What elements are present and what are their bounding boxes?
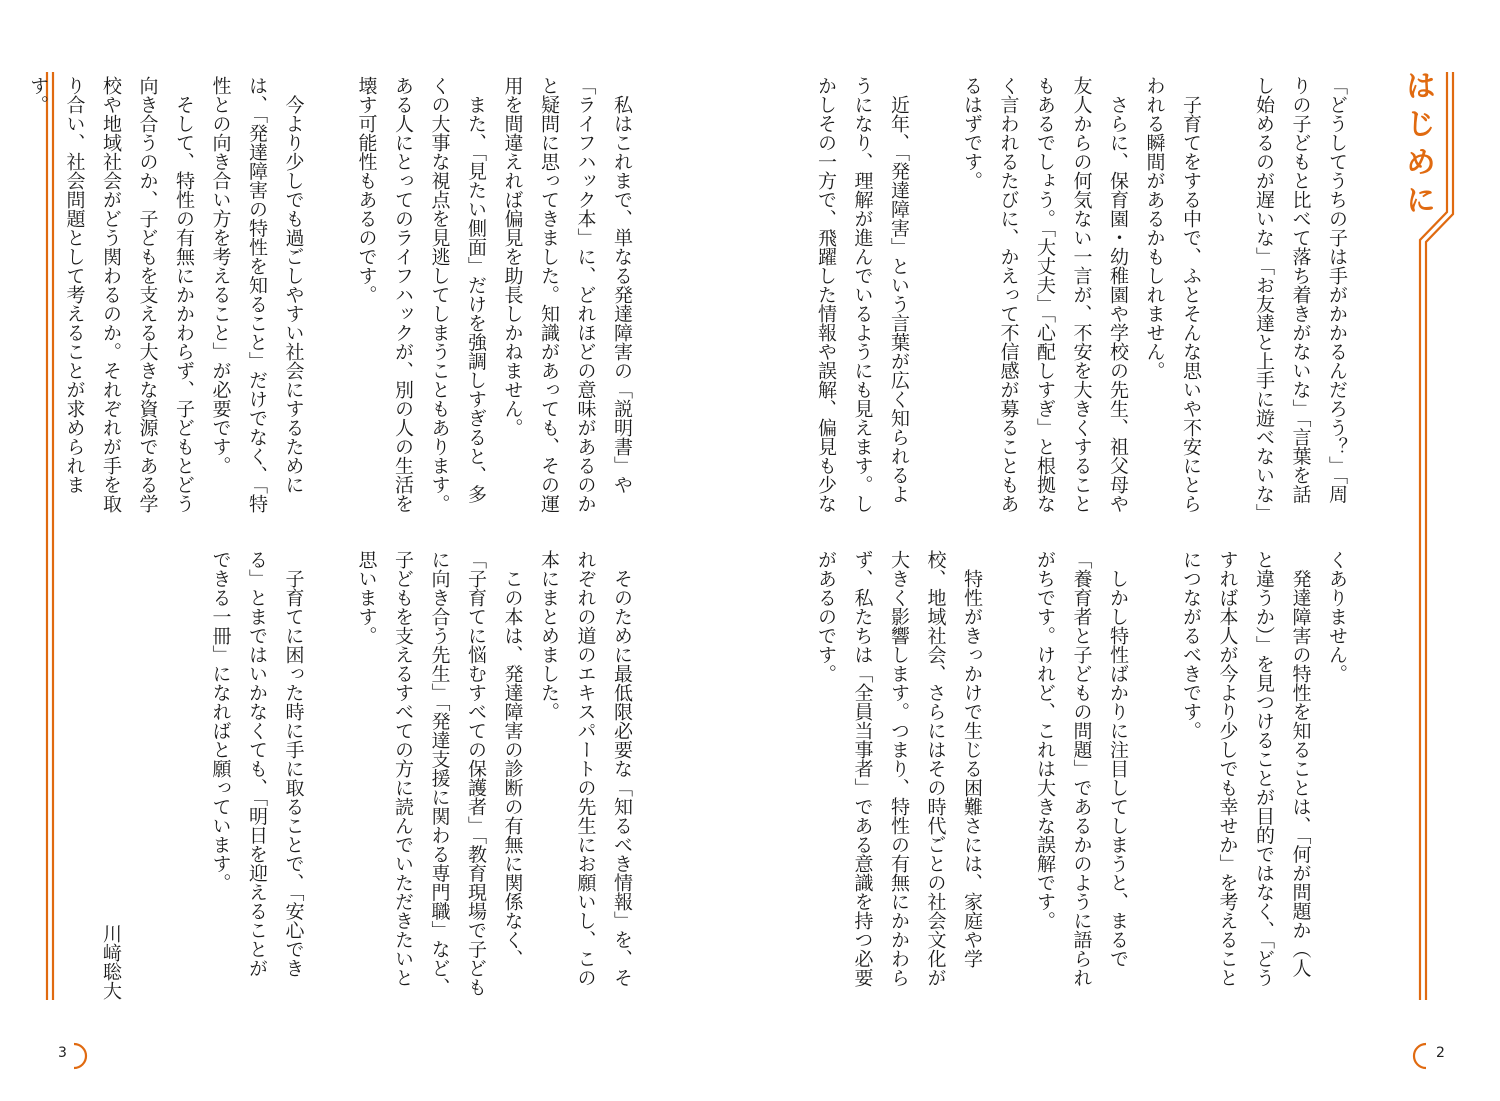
text-line: れぞれの道のエキスパートの先生にお願いし、この [574, 550, 597, 987]
text-line: は、「発達障害の特性を知ること」だけでなく、「特 [246, 76, 268, 513]
text-line: し始めるのが遅いな」「お友達と上手に遊べないな」 [1253, 76, 1275, 523]
text-line: 「どうしてうちの子は手がかかるんだろう？」「周 [1326, 76, 1348, 504]
text-line: 壊す可能性もあるのです。 [355, 76, 378, 304]
text-line: 友人からの何気ない一言が、不安を大きくすること [1070, 76, 1093, 513]
text-line: く言われるたびに、かえって不信感が募ることもあ [997, 76, 1020, 513]
text-line: 子育てに困った時に手に取ることで、「安心でき [282, 550, 305, 978]
left-page-top-text [20, 76, 641, 526]
text-line: 性との向き合い方を考えること」が必要です。 [209, 76, 232, 475]
left-page-number-bracket [74, 1044, 86, 1068]
text-line: 「子育てに悩むすべての保護者」「教育現場で子ども [465, 550, 487, 997]
text-line: しかし特性ばかりに注目してしまうと、まるで [1107, 550, 1129, 968]
page-number-left: 3 [58, 1045, 67, 1061]
text-line: もあるでしょう。「大丈夫」「心配しすぎ」と根拠な [1034, 76, 1056, 513]
text-line: 私はこれまで、単なる発達障害の「説明書」や [611, 76, 633, 494]
right-page-number-bracket [1414, 1044, 1426, 1068]
text-line: に向き合う先生」「発達支援に関わる専門職」など、 [428, 550, 451, 997]
text-line: 校や地域社会がどう関わるのか。それぞれが手を取 [100, 76, 122, 513]
text-line: るはずです。 [961, 76, 983, 190]
text-line: ず、私たちは「全員当事者」である意識を持つ必要 [851, 550, 874, 987]
text-line: り合い、社会問題として考えることが求められます。 [27, 76, 86, 494]
page-title: はじめに [1400, 70, 1435, 222]
text-line: 子どもを支えるすべての方に読んでいただきたいと [392, 550, 414, 987]
text-line: と疑問に思ってきました。知識があっても、その運 [538, 76, 560, 513]
text-line: さらに、保育園・幼稚園や学校の先生、祖父母や [1107, 76, 1129, 513]
text-line: 「養育者と子どもの問題」であるかのように語られ [1070, 550, 1093, 987]
text-line: できる一冊」になればと願っています。 [209, 550, 232, 892]
text-line: がちです。けれど、これは大きな誤解です。 [1034, 550, 1056, 930]
text-line: 校、地域社会、さらにはその時代ごとの社会文化が [924, 550, 947, 987]
text-line: 用を間違えれば偏見を助長しかねません。 [501, 76, 524, 437]
text-line: につながるべきです。 [1180, 550, 1202, 740]
text-line: 向き合うのか、子どもを支える大きな資源である学 [136, 76, 159, 513]
text-line: われる瞬間があるかもしれません。 [1143, 76, 1166, 380]
text-line: 特性がきっかけで生じる困難さには、家庭や学 [961, 550, 983, 968]
text-line: ある人にとってのライフハックが、別の人の生活を [392, 76, 414, 513]
text-line: くの大事な視点を見逃してしまうこともあります。 [428, 76, 451, 513]
text-line: また、「見たい側面」だけを強調しすぎると、多 [465, 76, 487, 504]
text-line: る」とまではいかなくても、「明日を迎えることが [246, 550, 268, 978]
text-line: 「ライフハック本」に、どれほどの意味があるのか [574, 76, 597, 513]
right-page-top-text [808, 76, 1356, 526]
text-line: そして、特性の有無にかかわらず、子どもとどう [173, 76, 195, 513]
text-line: と違うか）」を見つけることが目的ではなく、「どう [1253, 550, 1275, 987]
text-line: 本にまとめました。 [538, 550, 560, 721]
text-line: そのために最低限必要な「知るべき情報」を、そ [611, 550, 633, 987]
text-line: があるのです。 [815, 550, 837, 683]
text-line: うになり、理解が進んでいるようにも見えます。し [851, 76, 874, 513]
author-name: 川﨑聡大 [100, 924, 122, 1000]
text-line: くありません。 [1326, 550, 1348, 683]
text-line: 思います。 [355, 550, 378, 645]
text-line: りの子どもと比べて落ち着きがないな」「言葉を話 [1289, 76, 1312, 504]
text-line: この本は、発達障害の診断の有無に関係なく、 [501, 550, 524, 968]
left-page-bottom-text [93, 550, 641, 1000]
text-line: 発達障害の特性を知ることは、「何が問題か（人 [1289, 550, 1312, 978]
text-line: 今より少しでも過ごしやすい社会にするために [282, 76, 305, 494]
text-line: すれば本人が今より少しでも幸せか」を考えること [1216, 550, 1239, 987]
right-page-bottom-text [808, 550, 1356, 1000]
page-number-right: 2 [1436, 1045, 1445, 1061]
text-line: 近年、「発達障害」という言葉が広く知られるよ [888, 76, 910, 504]
text-line: 子育てをする中で、ふとそんな思いや不安にとら [1180, 76, 1202, 513]
text-line: かしその一方で、飛躍した情報や誤解、偏見も少な [815, 76, 837, 513]
text-line: 大きく影響します。つまり、特性の有無にかかわら [888, 550, 910, 987]
